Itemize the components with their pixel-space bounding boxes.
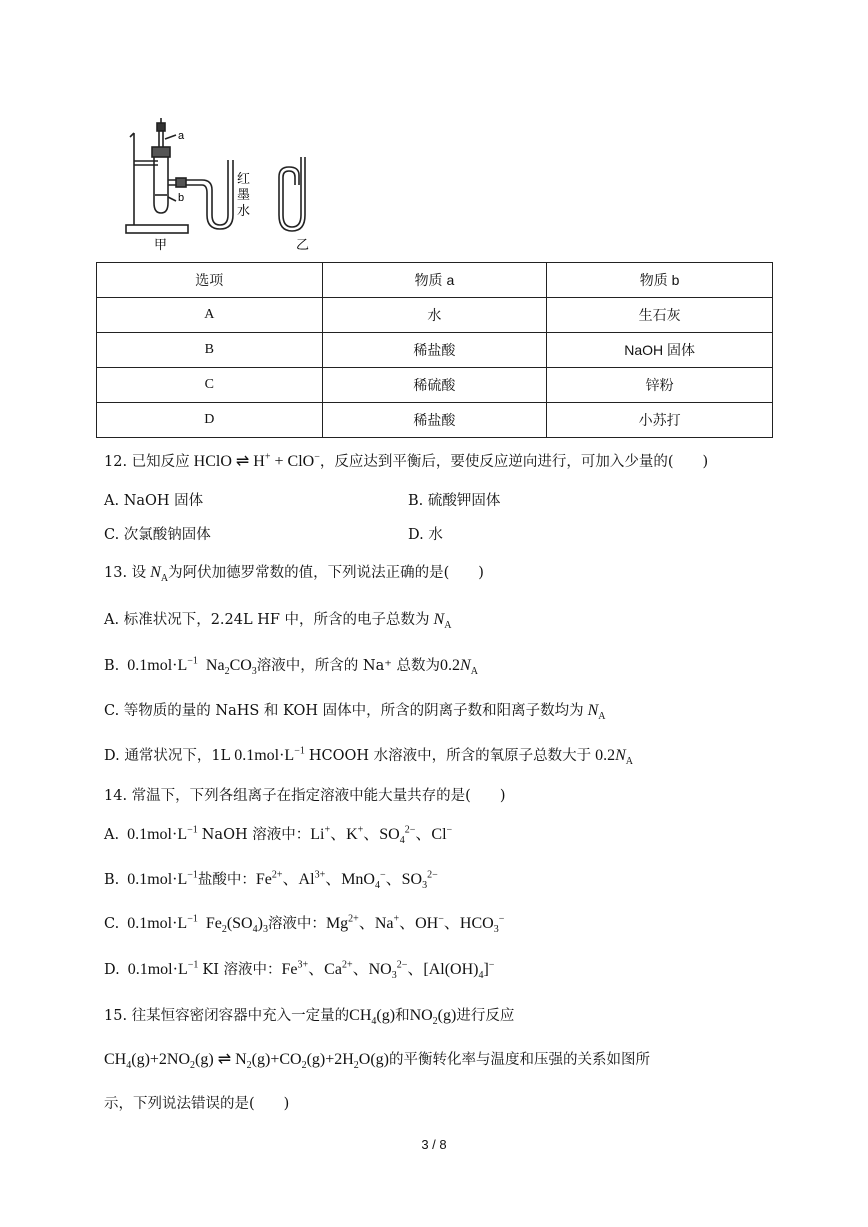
table-header: 物质 a xyxy=(322,263,547,298)
question-13-option-a: A. 标准状况下，2.24L HF 中，所含的电子总数为 $N_A$ xyxy=(104,611,452,631)
question-12-option-d: D. 水 xyxy=(408,527,443,543)
question-15-line-1: 15. 往某恒容密闭容器中充入一定量的$CH_4(g)$和$NO_2(g)$进行反应 xyxy=(104,1007,515,1028)
table-row xyxy=(97,298,773,333)
page-number: 3 / 8 xyxy=(421,1137,447,1152)
table-row xyxy=(97,403,773,438)
table-cell: NaOH 固体 xyxy=(547,333,773,368)
reagent-table xyxy=(96,262,773,438)
table-cell: C xyxy=(97,368,323,403)
table-cell: 小苏打 xyxy=(547,403,773,438)
table-header: 物质 b xyxy=(547,263,773,298)
table-header-row xyxy=(97,263,773,298)
question-12-option-c: C. 次氯酸钠固体 xyxy=(104,527,211,543)
question-12-option-b: B. 硫酸钾固体 xyxy=(408,493,501,509)
table-header: 选项 xyxy=(97,263,323,298)
question-14-stem: 14. 常温下，下列各组离子在指定溶液中能大量共存的是( ) xyxy=(104,788,506,804)
table-row xyxy=(97,368,773,403)
table-row xyxy=(97,333,773,368)
table-cell: A xyxy=(97,298,323,333)
caption-yi: 乙 xyxy=(296,238,310,253)
label-b: b xyxy=(178,192,185,204)
question-13-option-c: C. 等物质的量的 NaHS 和 KOH 固体中，所含的阴离子数和阳离子数均为 $N_A$ xyxy=(104,702,606,722)
question-12-stem: 12. 已知反应 HClO ⇌ H+ + ClO−，反应达到平衡后，要使反应逆向进行，可加入少量的( ) xyxy=(104,451,709,470)
table-cell: B xyxy=(97,333,323,368)
table-cell: 稀硫酸 xyxy=(322,368,547,403)
label-a: a xyxy=(178,130,185,142)
question-14-option-a: A. $0.1mol\cdot L^{-1}$ NaOH 溶液中：Li+、K+、$SO_4^{2-}$、Cl− xyxy=(104,824,453,847)
table-cell: 生石灰 xyxy=(547,298,773,333)
question-14-option-d: D. $0.1mol\cdot L^{-1}$ KI 溶液中：$Fe^{3+}$、$Ca^{2+}$、$NO_3^{2-}$、$[Al(OH)_4]^-$ xyxy=(104,959,495,982)
question-14-option-c: C. $0.1mol\cdot L^{-1}$ $Fe_2(SO_4)_3$溶液中：$Mg^{2+}$、Na+、OH−、$HCO_3^-$ xyxy=(104,913,505,936)
reaction-equation: HClO ⇌ H+ + ClO− xyxy=(189,451,320,470)
question-15-line-3: 示，下列说法错误的是( ) xyxy=(104,1096,290,1112)
caption-jia: 甲 xyxy=(154,238,168,253)
question-14-option-b: B. $0.1mol\cdot L^{-1}$盐酸中：$Fe^{2+}$、$Al^{3+}$、MnO$_4$−、$SO_3^{2-}$ xyxy=(104,869,438,892)
question-15-line-2: $CH_4(g)+2NO_2(g)$ ⇌ $N_2(g)+CO_2(g)+2H_2O(g)$的平衡转化率与温度和压强的关系如图所 xyxy=(104,1051,651,1072)
question-12-option-a: A. NaOH 固体 xyxy=(104,493,204,509)
table-cell: D xyxy=(97,403,323,438)
question-13-stem: 13. 设 $N_A$为阿伏加德罗常数的值，下列说法正确的是( ) xyxy=(104,564,484,584)
table-cell: 水 xyxy=(322,298,547,333)
table-cell: 稀盐酸 xyxy=(322,333,547,368)
apparatus-figure xyxy=(120,115,350,255)
question-13-option-d: D. 通常状况下，1L $0.1mol\cdot L^{-1}$ HCOOH 水溶液中，所含的氧原子总数大于 $0.2N_A$ xyxy=(104,745,634,767)
table-cell: 稀盐酸 xyxy=(322,403,547,438)
label-ink: 红墨水 xyxy=(237,172,251,219)
table-cell: 锌粉 xyxy=(547,368,773,403)
question-13-option-b: B. $0.1mol\cdot L^{-1}$ $Na_2CO_3$溶液中，所含的 Na⁺ 总数为$0.2N_A$ xyxy=(104,655,478,678)
